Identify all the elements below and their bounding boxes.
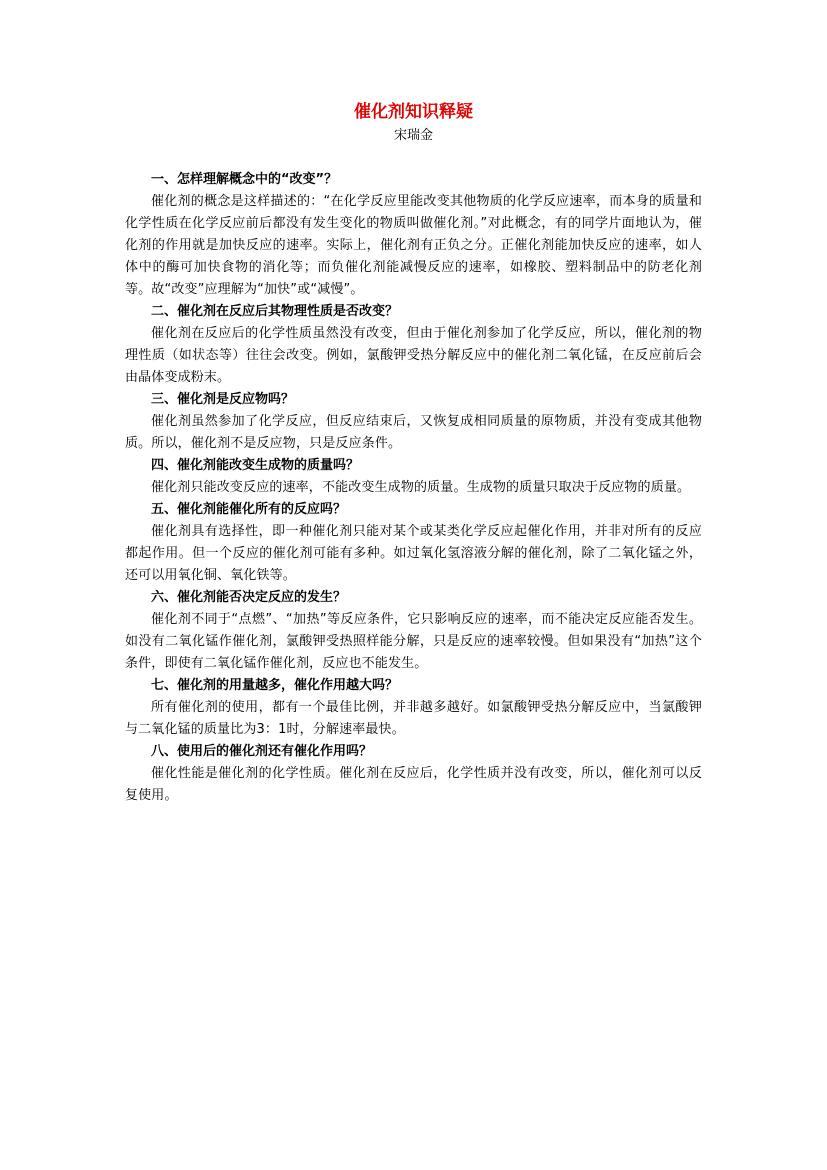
- section: [125, 587, 702, 675]
- section-paragraph: 催化剂虽然参加了化学反应，但反应结束后，又恢复成相同质量的原物质，并没有变成其他物质。所以，催化剂不是反应物，只是反应条件。: [125, 414, 702, 451]
- document-author: 宋瑞金: [393, 128, 433, 143]
- section: [125, 499, 702, 587]
- section-paragraph: 催化性能是催化剂的化学性质。催化剂在反应后，化学性质并没有改变，所以，催化剂可以反复使用。: [125, 766, 702, 803]
- section-paragraph: 催化剂不同于“点燃”、“加热”等反应条件，它只影响反应的速率，而不能决定反应能否发生。如没有二氧化锰作催化剂，氯酸钾受热照样能分解，只是反应的速率较慢。但如果没有“加热”这个条件，即使有二氧化锰作催化剂，反应也不能发生。: [125, 612, 702, 671]
- section-heading: 二、催化剂在反应后其物理性质是否改变？: [151, 304, 399, 319]
- section: [125, 741, 702, 807]
- section-heading: 七、催化剂的用量越多，催化作用越大吗？: [151, 678, 399, 693]
- section-heading: 一、怎样理解概念中的“改变”？: [151, 172, 338, 187]
- section: [125, 675, 702, 741]
- section-paragraph: 催化剂只能改变反应的速率，不能改变生成物的质量。生成物的质量只取决于反应物的质量。: [151, 480, 691, 495]
- section-paragraph: 催化剂的概念是这样描述的：“在化学反应里能改变其他物质的化学反应速率，而本身的质量和化学性质在化学反应前后都没有发生变化的物质叫做催化剂。”对此概念，有的同学片面地认为，催化剂的作用就是加快反应的速率。实际上，催化剂有正负之分。正催化剂能加快反应的速率，如人体中的酶可加快食物的消化等；而负催化剂能减慢反应的速率，如橡胶、塑料制品中的防老化剂等。故“改变”应理解为“加快”或“减慢”。: [125, 194, 702, 297]
- section-heading: 五、催化剂能催化所有的反应吗？: [151, 502, 347, 517]
- document-page: [125, 96, 702, 807]
- section: [125, 169, 702, 301]
- document-title: 催化剂知识释疑: [354, 102, 473, 122]
- section: [125, 455, 702, 499]
- section: [125, 301, 702, 389]
- section-heading: 四、催化剂能改变生成物的质量吗？: [151, 458, 360, 473]
- section-paragraph: 催化剂在反应后的化学性质虽然没有改变，但由于催化剂参加了化学反应，所以，催化剂的物理性质（如状态等）往往会改变。例如，氯酸钾受热分解反应中的催化剂二氧化锰，在反应前后会由晶体变成粉末。: [125, 326, 702, 385]
- document-body: [125, 169, 702, 807]
- section: [125, 389, 702, 455]
- section-paragraph: 所有催化剂的使用，都有一个最佳比例，并非越多越好。如氯酸钾受热分解反应中，当氯酸钾与二氧化锰的质量比为3：1时，分解速率最快。: [125, 700, 702, 737]
- section-heading: 六、催化剂能否决定反应的发生？: [151, 590, 347, 605]
- section-paragraph: 催化剂具有选择性，即一种催化剂只能对某个或某类化学反应起催化作用，并非对所有的反应都起作用。但一个反应的催化剂可能有多种。如过氧化氢溶液分解的催化剂，除了二氧化锰之外，还可以用氧化铜、氧化铁等。: [125, 524, 702, 583]
- section-heading: 三、催化剂是反应物吗？: [151, 392, 295, 407]
- section-heading: 八、使用后的催化剂还有催化作用吗？: [151, 744, 373, 759]
